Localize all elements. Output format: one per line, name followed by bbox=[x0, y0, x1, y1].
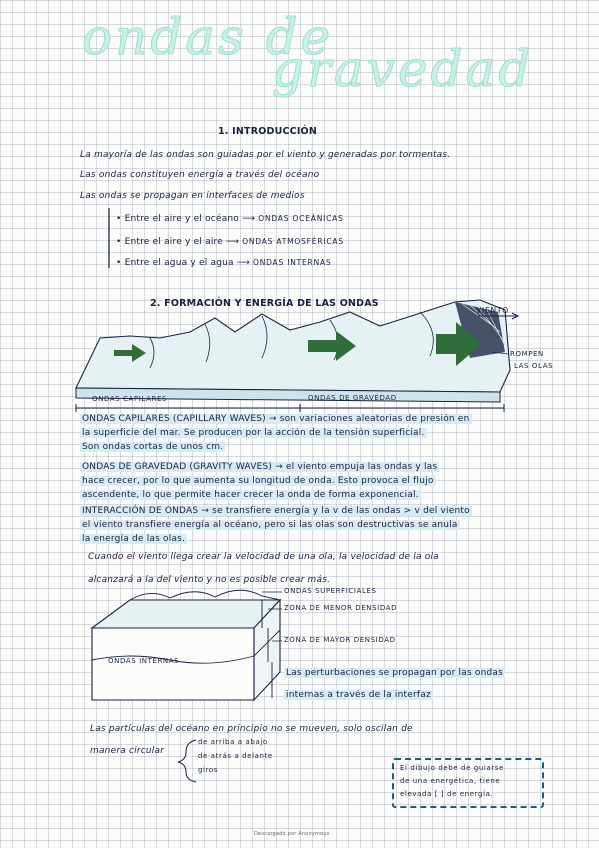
particles-line-2: manera circular bbox=[90, 746, 165, 756]
surface-waves-label: ONDAS SUPERFICIALES bbox=[284, 587, 377, 595]
high-density-label: ZONA DE MAYOR DENSIDAD bbox=[284, 636, 396, 644]
energy-note-line-2: de una energética, tiene bbox=[400, 777, 501, 785]
capillary-para-line-1: ONDAS CAPILARES (CAPILLARY WAVES) → son variaciones aleatorias de presión en bbox=[82, 414, 470, 424]
intro-line-1: La mayoría de las ondas son guiadas por el viento y generadas por tormentas. bbox=[80, 150, 451, 160]
bullet-3-text: Entre el agua y el agua bbox=[124, 258, 234, 268]
brace-item-2: de atrás a delante bbox=[198, 752, 273, 760]
energy-note-line-1: El dibujo debe de guiarse bbox=[400, 764, 504, 772]
intro-line-2: Las ondas constituyen energía a través del océano bbox=[80, 170, 320, 180]
brace-item-1: de arriba a abajo bbox=[198, 738, 268, 746]
wind-speed-line-2: alcanzará a la del viento y no es posible crear más. bbox=[88, 575, 331, 585]
gravity-waves-label: ONDAS DE GRAVEDAD bbox=[308, 394, 397, 402]
gravity-para-line-3: ascendente, lo que permite hacer crecer la onda de forma exponencial. bbox=[82, 490, 419, 500]
bullet-item-1: • Entre el aire y el océano ⟶ ONDAS OCEÁNICAS bbox=[116, 214, 344, 224]
break-label-2: LAS OLAS bbox=[514, 362, 554, 370]
page-title-line-1: ondas de bbox=[82, 8, 334, 66]
capillary-waves-label: ONDAS CAPILARES bbox=[92, 395, 168, 403]
wind-label: VIENTO bbox=[476, 306, 509, 315]
bullet-item-2: • Entre el aire y el aire ⟶ ONDAS ATMOSFÉRICAS bbox=[116, 237, 344, 247]
gravity-para-line-1: ONDAS DE GRAVEDAD (GRAVITY WAVES) → el viento empuja las ondas y las bbox=[82, 462, 438, 472]
brace-item-3: giros bbox=[198, 766, 219, 774]
propagation-note-line-1: Las perturbaciones se propagan por las ondas bbox=[286, 668, 504, 678]
wind-speed-line-1: Cuando el viento llega crear la velocidad de una ola, la velocidad de la ola bbox=[88, 552, 439, 562]
bullet-2-result: ONDAS ATMOSFÉRICAS bbox=[242, 237, 344, 246]
particles-line-1: Las partículas del océano en principio no se mueven, solo oscilan de bbox=[90, 724, 413, 734]
bullet-2-text: Entre el aire y el aire bbox=[124, 237, 223, 247]
bullet-1-text: Entre el aire y el océano bbox=[124, 214, 240, 224]
break-label-1: ROMPEN bbox=[510, 350, 544, 358]
energy-note-line-3: elevada [ ] de energía. bbox=[400, 790, 494, 798]
section-2-heading: 2. FORMACIÓN Y ENERGÍA DE LAS ONDAS bbox=[150, 298, 379, 309]
propagation-note-line-2: internas a través de la interfaz bbox=[286, 690, 431, 700]
gravity-para-line-2: hace crecer, por lo que aumenta su longitud de onda. Esto provoca el flujo bbox=[82, 476, 434, 486]
internal-waves-label: ONDAS INTERNAS bbox=[108, 657, 180, 665]
section-1-heading: 1. INTRODUCCIÓN bbox=[218, 126, 317, 137]
bullet-1-result: ONDAS OCEÁNICAS bbox=[258, 214, 344, 223]
bullet-3-result: ONDAS INTERNAS bbox=[252, 258, 332, 267]
interaction-para-line-3: la energía de las olas. bbox=[82, 534, 186, 544]
interaction-para-line-1: INTERACCIÓN DE ONDAS → se transfiere energía y la v de las ondas > v del viento bbox=[82, 506, 470, 516]
interaction-para-line-2: el viento transfiere energía al océano, pero si las olas son destructivas se anula bbox=[82, 520, 458, 530]
bullet-item-3: • Entre el agua y el agua ⟶ ONDAS INTERNAS bbox=[116, 258, 332, 268]
low-density-label: ZONA DE MENOR DENSIDAD bbox=[284, 604, 398, 612]
capillary-para-line-2: la superficie del mar. Se producen por la acción de la tensión superficial. bbox=[82, 428, 425, 438]
capillary-para-line-3: Son ondas cortas de unos cm. bbox=[82, 442, 224, 452]
page-title-line-2: gravedad bbox=[272, 40, 534, 98]
intro-line-3: Las ondas se propagan en interfaces de medios bbox=[80, 191, 305, 201]
footer-text: Descargado por Anonymous bbox=[254, 831, 330, 837]
